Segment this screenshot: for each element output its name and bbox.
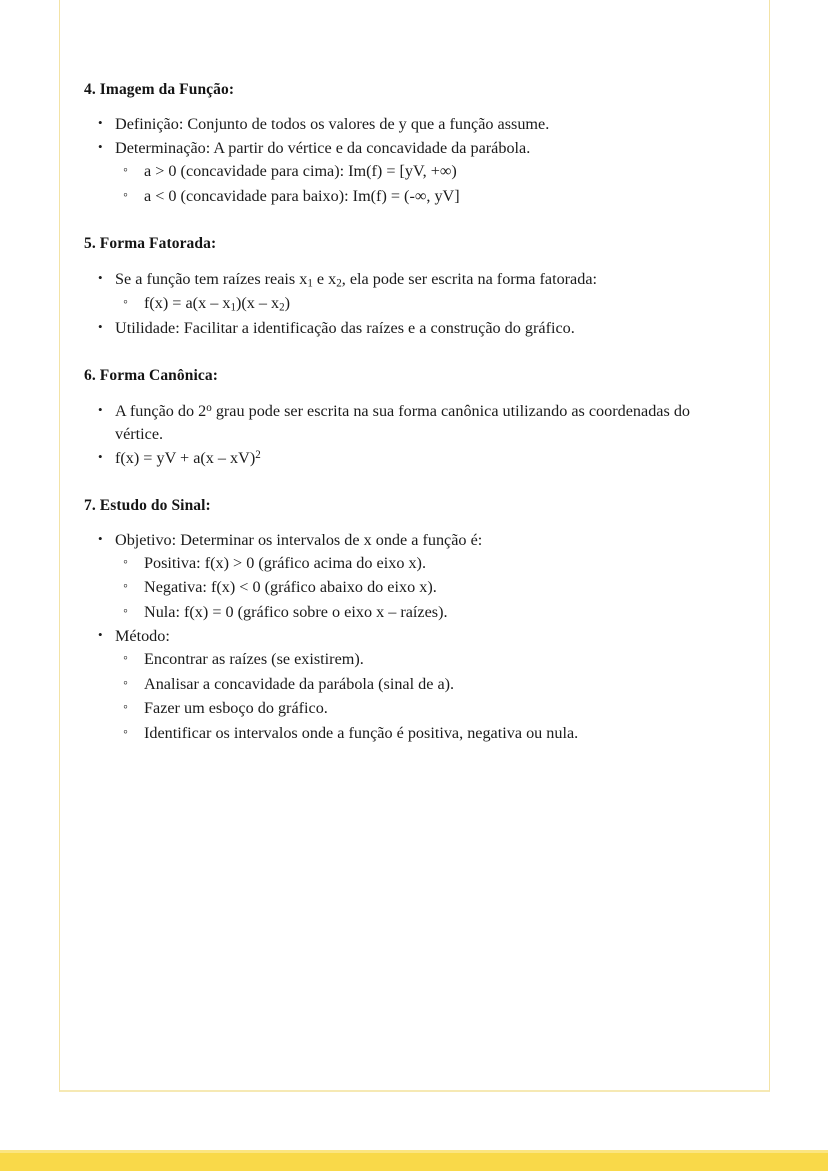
sub-list-item: ◦ Fazer um esboço do gráfico.: [115, 697, 738, 720]
document-content: [84, 80, 738, 746]
section-heading: 4. Imagem da Função:: [84, 81, 235, 98]
list-item-text: • Determinação: A partir do vértice e da concavidade da parábola.: [115, 137, 738, 160]
sub-bullet-list: [115, 552, 738, 624]
sub-list-item: ◦ Negativa: f(x) < 0 (gráfico abaixo do eixo x).: [115, 576, 738, 599]
bottom-accent-bar: [0, 1150, 828, 1171]
list-item-text: • f(x) = yV + a(x – xV)$^2$: [115, 447, 738, 470]
bullet-list: [84, 529, 738, 745]
list-item-text: • Definição: Conjunto de todos os valores de y que a função assume.: [115, 113, 738, 136]
sub-list-item: ◦ Analisar a concavidade da parábola (sinal de a).: [115, 673, 738, 696]
list-item: [84, 113, 738, 136]
list-item-text: • Utilidade: Facilitar a identificação das raízes e a construção do gráfico.: [115, 317, 738, 340]
section-heading: 5. Forma Fatorada:: [84, 235, 217, 253]
sub-list-item: ◦ a > 0 (concavidade para cima): Im(f) = [yV, +∞): [115, 160, 738, 183]
bullet-list: [84, 400, 738, 470]
section-heading: 7. Estudo do Sinal:: [84, 496, 211, 514]
sub-bullet-list: [115, 648, 738, 745]
list-item-text: • Objetivo: Determinar os intervalos de x onde a função é:: [115, 529, 738, 552]
sub-list-item: ◦ Positiva: f(x) > 0 (gráfico acima do eixo x).: [115, 552, 738, 575]
sub-list-item: ◦ Encontrar as raízes (se existirem).: [115, 648, 738, 671]
list-item-text: • A função do 2$^o$ grau pode ser escrita na sua forma canônica utilizando as coordenadas do vértice.: [115, 400, 738, 446]
sub-list-item: ◦ Nula: f(x) = 0 (gráfico sobre o eixo x – raízes).: [115, 601, 738, 624]
list-item: [84, 137, 738, 208]
document-section: [84, 80, 738, 208]
bullet-list: [84, 268, 738, 340]
list-item: [84, 529, 738, 624]
list-item: [84, 400, 738, 446]
list-item: [84, 447, 738, 470]
list-item-text: • Se a função tem raízes reais $x_1$ e $x_2$, ela pode ser escrita na forma fatorada:: [115, 268, 738, 292]
sub-list-item: ◦ $f(x) = a(x - x_1)(x - x_2)$: [115, 292, 738, 316]
sub-list-item: ◦ a < 0 (concavidade para baixo): Im(f) = (-∞, yV]: [115, 185, 738, 208]
section-heading: 6. Forma Canônica:: [84, 367, 218, 385]
sub-bullet-list: [115, 160, 738, 208]
list-item: [84, 317, 738, 340]
sub-list-item: ◦ Identificar os intervalos onde a função é positiva, negativa ou nula.: [115, 722, 738, 745]
document-page: [59, 0, 770, 1092]
sub-bullet-list: [115, 292, 738, 316]
document-section: [84, 234, 738, 340]
document-section: [84, 366, 738, 469]
bullet-list: [84, 113, 738, 208]
list-item: [84, 625, 738, 745]
document-section: [84, 496, 738, 746]
list-item-text: • Método:: [115, 625, 738, 648]
list-item: [84, 268, 738, 316]
